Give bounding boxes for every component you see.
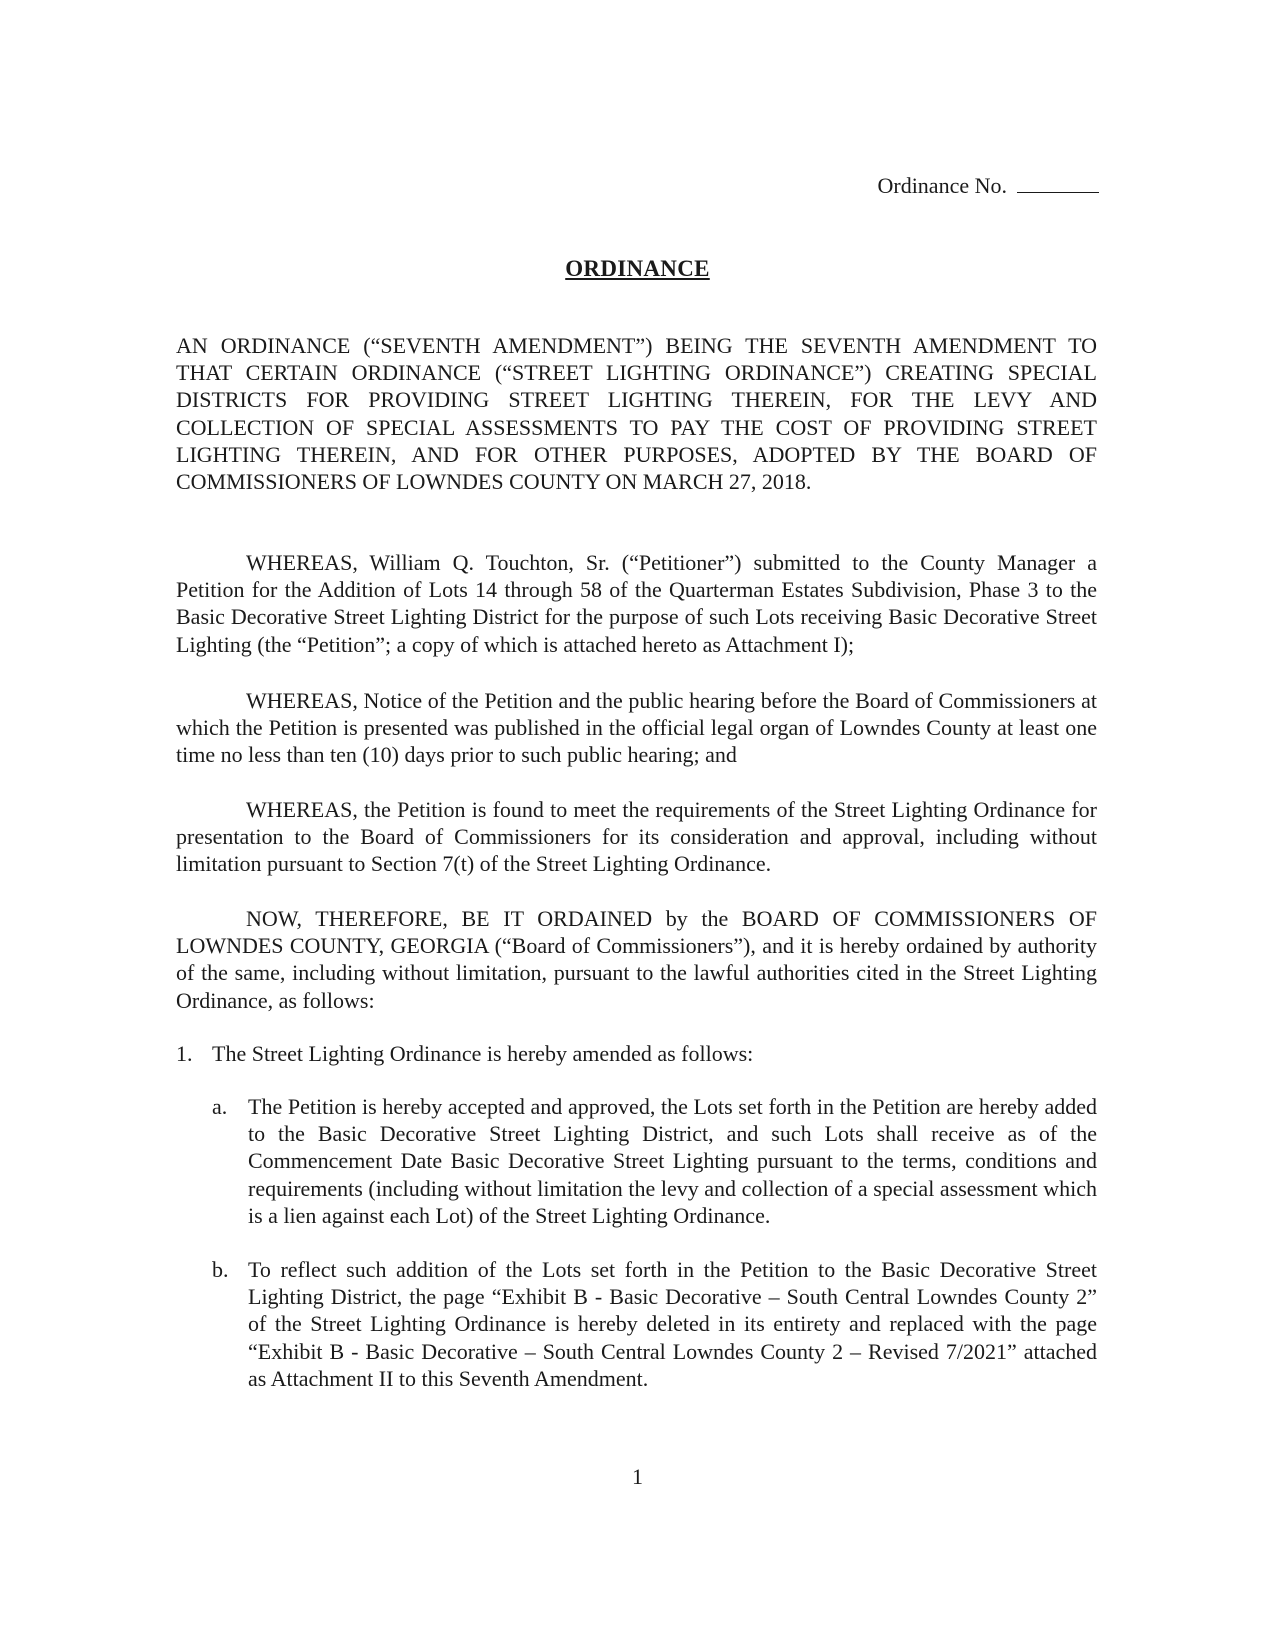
sub-item-a-text: The Petition is hereby accepted and approved, the Lots set forth in the Petition are hereby added to the Basic Decorative Street Lighting District, and such Lots shall receive as of the Commencement Date Basic Decorative Street Lighting pursuant to the terms, conditions and requirements (including without limitation the levy and collection of a special assessment which is a lien against each Lot) of the Street Lighting Ordinance. [248, 1094, 1097, 1228]
sub-item-b [212, 1256, 1097, 1392]
list-item-1-number: 1. [176, 1041, 193, 1066]
intro-paragraph: AN ORDINANCE (“SEVENTH AMENDMENT”) BEING THE SEVENTH AMENDMENT TO THAT CERTAIN ORDINANCE (“STREET LIGHTING ORDINANCE”) CREATING SPECIAL DISTRICTS FOR PROVIDING STREET LIGHTING THEREIN, FOR THE LEVY AND COLLECTION OF SPECIAL ASSESSMENTS TO PAY THE COST OF PROVIDING STREET LIGHTING THEREIN, AND FOR OTHER PURPOSES, ADOPTED BY THE BOARD OF COMMISSIONERS OF LOWNDES COUNTY ON MARCH 27, 2018. [176, 333, 1097, 495]
ordinance-number-blank [1017, 174, 1099, 193]
page-title: ORDINANCE [565, 256, 710, 281]
whereas-paragraph-3: WHEREAS, the Petition is found to meet the requirements of the Street Lighting Ordinance for presentation to the Board of Commissioners for its consideration and approval, including without limitation pursuant to Section 7(t) of the Street Lighting Ordinance. [176, 797, 1097, 877]
sub-item-a-letter: a. [212, 1094, 228, 1119]
ordinance-number-label: Ordinance No. [877, 173, 1007, 198]
list-item-1-text: The Street Lighting Ordinance is hereby amended as follows: [212, 1041, 754, 1066]
page-number: 1 [632, 1464, 643, 1489]
ordained-paragraph: NOW, THEREFORE, BE IT ORDAINED by the BOARD OF COMMISSIONERS OF LOWNDES COUNTY, GEORGIA (“Board of Commissioners”), and it is hereby ordained by authority of the same, including without limitation, pursuant to the lawful authorities cited in the Street Lighting Ordinance, as follows: [176, 906, 1097, 1013]
sub-item-a [212, 1093, 1097, 1229]
list-item-1 [176, 1040, 1097, 1067]
sub-item-b-letter: b. [212, 1257, 229, 1282]
whereas-paragraph-2: WHEREAS, Notice of the Petition and the public hearing before the Board of Commissioners at which the Petition is presented was published in the official legal organ of Lowndes County at least one time no less than ten (10) days prior to such public hearing; and [176, 688, 1097, 768]
whereas-paragraph-1: WHEREAS, William Q. Touchton, Sr. (“Petitioner”) submitted to the County Manager a Petition for the Addition of Lots 14 through 58 of the Quarterman Estates Subdivision, Phase 3 to the Basic Decorative Street Lighting District for the purpose of such Lots receiving Basic Decorative Street Lighting (the “Petition”; a copy of which is attached hereto as Attachment I); [176, 550, 1097, 657]
ordinance-number-line [877, 173, 1099, 199]
sub-item-b-text: To reflect such addition of the Lots set forth in the Petition to the Basic Decorative Street Lighting District, the page “Exhibit B - Basic Decorative – South Central Lowndes County 2” of the Street Lighting Ordinance is hereby deleted in its entirety and replaced with the page “Exhibit B - Basic Decorative – South Central Lowndes County 2 – Revised 7/2021” attached as Attachment II to this Seventh Amendment. [248, 1257, 1097, 1391]
